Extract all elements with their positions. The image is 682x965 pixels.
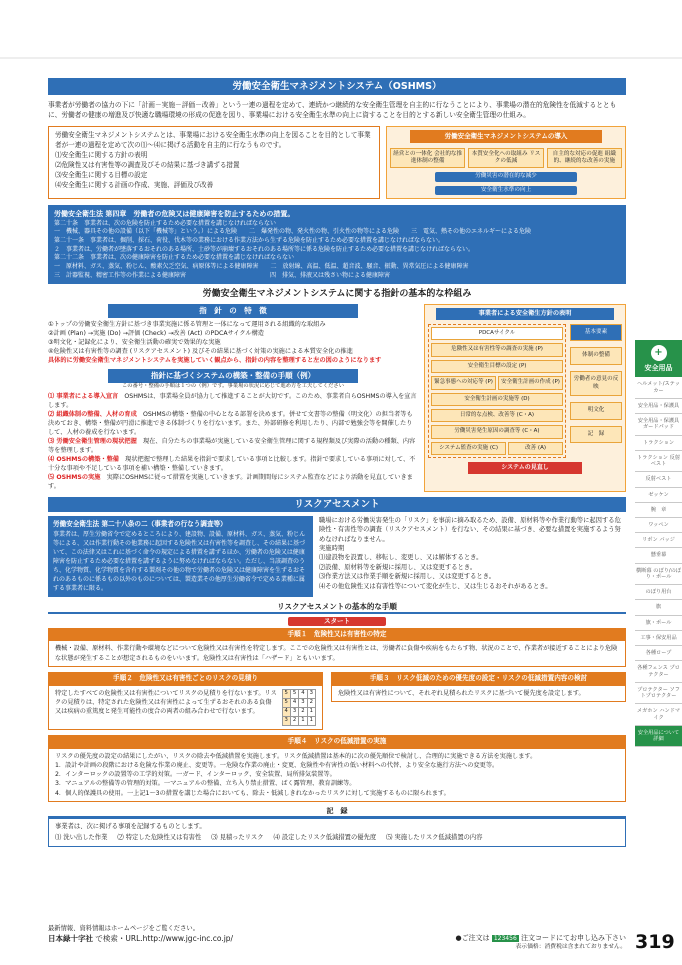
steps-list [48,393,418,492]
flow-side-box: 明文化 [570,402,622,420]
diagram-cell: 経営との一体化 会社的な推進体制の整備 [390,148,465,169]
step4-header: 手順４ リスクの低減措置の実施 [48,735,626,748]
law-line: 一 原材料、ガス、蒸気、粉じん、酸素欠乏空気、病原体等による健康障害 二 放射線、高温、低温、超音波、騒音、振動、異常気圧による健康障害 [54,263,469,271]
record-item: ⑷ 設定したリスク低減措置の優先度 [273,833,377,841]
law-box [48,205,626,284]
flow-box: 緊急事態への対応等 (P) [431,376,496,389]
record-item: ⑸ 実施したリスク低減措置の内容 [386,833,483,841]
steps-bar: 指針に基づくシステムの構築・整備の手順（例） [108,369,358,383]
record-item: ⑵ 特定した危険性又は有害性 [117,833,202,841]
record-box [48,818,626,846]
step-heading: ⑵ 組織体制の整備、人材の育成 [48,410,137,418]
page-title: 労働安全衛生マネジメントシステム（OSHMS） [48,78,626,95]
tab-banner[interactable]: 懸垂幕 [635,548,682,563]
record-item: ⑶ 見積ったリスク [211,833,264,841]
tab-flag-pole[interactable]: 旗・ポール [635,616,682,631]
step-heading: ⑸ OSHMSの実施 [48,473,101,481]
step-text: OSHMSは、事業場全員が協力して推進することが大切です。このため、事業者自らOSHMSの導入を宣言します。 [48,392,417,409]
framework-title: 労働安全衛生マネジメントシステムに関する指針の基本的な枠組み [202,289,472,300]
diagram-result: 労働災害の潜在的な減少 [435,172,577,182]
order-code-badge: 123456 [493,934,517,942]
definition-lead: 労働安全衛生マネジメントシステムとは、事業場における安全衛生水準の向上を図ることを目的として事業者が一連の過程を定めて次の⑴～⑷に掲げる活動を自主的に行なうものです。 [55,131,371,149]
step3-text: 危険性又は有害性について、それぞれ見積られたリスクに基づいて優先度を設定します。 [331,685,626,702]
order-text: 注文コードにてお申し込み下さい [521,933,626,942]
ra-law-box [48,516,313,597]
flow-side-box: 記 録 [570,426,622,444]
flow-box: 労働災害発生原因の調査等 (C・A) [431,425,563,438]
flow-side-column [570,324,622,458]
tab-nobori-stand[interactable]: のぼり用台 [635,585,682,600]
pdca-flow-diagram [424,304,626,492]
step-item [48,456,418,474]
header-decoration [0,0,682,60]
intro-text: 事業者が労働者の協力の下に「計画－実施－評価－改善」という一連の過程を定めて、連続かつ継続的な安全衛生管理を自主的に行なうことにより、事業場の潜在的危険性を低減するとともに、労働者の健康の増進及び快適な職場環境の形成の促進を図り、事業場における安全衛生水準の向上に資することを目的とする新しい安全衛生管理の仕組み。 [48,101,617,120]
ra-when-item: ⑵設備、原材料等を新規に採用し、又は変更するとき。 [319,563,477,571]
flow-box: 安全衛生計画の実施等 (D) [431,393,563,406]
ra-law-text: 事業者は、厚生労働省令で定めるところにより、建設物、設備、原材料、ガス、蒸気、粉じん等による、又は作業行動その他業務に起因する危険性又は有害性等を調査し、その結果に基づいて、この法律又はこれに基づく命令の規定による措置を講ずるほか、労働者の危険又は健康障害を防止するため必要な措置を講ずるように努めなければならない。ただし、当該調査のうち、化学物質、化学物質を含有する製剤その他の物で労働者の危険又は健康障害を生ずるおそれのあるものに係るもの以外のものについては、製造業その他厚生労働省令で定める業種に属する事業者に限る。 [53,530,306,592]
record-title: 記 録 [48,807,626,818]
tab-protector[interactable]: プロテクター ソフトプロテクター [635,683,682,704]
feature-item: ②計画 (Plan) →実施 (Do) →評価 (Check) →改善 (Act) のPDCAサイクル構造 [48,329,264,337]
footer-note: 最新情報、資料情報はホームページをご覧ください。 [48,925,199,932]
step1-text: 機械・設備、原材料、作業行動や環境などについて危険性又は有害性を特定します。ここでの危険性又は有害性とは、労働者に負傷や疾病をもたらす物、状況のことで、作業者が接近することにより危険な状態が発生することが想定されるものをいいます。危険性又は有害性は「ハザード」ともいいます。 [48,640,626,667]
flow-box: 危険性又は有害性等の調査の実施 (P) [431,343,563,356]
step3-header: 手順３ リスク低減のための優先度の設定・リスクの低減措置内容の検討 [331,672,626,685]
tab-flag[interactable]: 旗 [635,600,682,615]
step4-box [48,748,626,802]
definition-item: ⑵危険性又は有害性等の調査及びその結果に基づき講ずる措置 [55,160,240,169]
flow-side-box: 体制の整備 [570,347,622,365]
tab-construction[interactable]: 工事・保安用品 [635,631,682,646]
step-heading: ⑷ OSHMSの構築・整備 [48,455,119,463]
step-text: OSHMSの構築・整備の中心となる部署を決めます。併せて文書等の整備（明文化）の担当者等も決めておき、構築・整備が円滑に推進できる体制づくりを行ないます。また、外部研修を利用したり、内部で勉強会等を開催したりして、人材の養成を行ないます。 [48,410,413,436]
step2-block [48,672,323,730]
diagram-cell: 自主的な対応の促進 組織的、継続的な改善の実施 [547,148,622,169]
tab-rope[interactable]: 各種ロープ [635,646,682,661]
flow-box: 安全衛生計画の作成 (P) [498,376,563,389]
feature-item: ①トップの労働安全衛生方針に基づき事業実施に係る管理と一体になって運用される組織的な取組み [48,320,326,328]
step4-line: 2．インターロックの設置等の工学的対策。一ガード、インターロック、安全装置、局所排気装置等。 [55,771,336,779]
definition-item: ⑴安全衛生に関する方針の表明 [55,150,148,159]
step2-header: 手順２ 危険性又は有害性ごとのリスクの見積り [48,672,323,685]
step4-line: 4．個人的保護具の使用。一上記1～3の措置を講じた場合においても、除去・低減しきれなかったリスクに対して実施するものに限られます。 [55,789,450,797]
step-text: 現状把握で整理した結果を指針で要求している事項と比較します。指針で要求している事項に対して、不十分な事項や不足している事項を補い構築・整備していきます。 [48,455,416,472]
tab-traction[interactable]: トラクション [635,436,682,451]
step-item [48,474,418,492]
definition-box [48,126,380,199]
record-item: ⑴ 洗い出した作業 [55,833,108,841]
diagram-cell: 本質安全化への取組み リスクの低減 [468,148,543,169]
price-note: 表示価格：消費税は含まれておりません。 [515,943,626,950]
risk-matrix: 5 5 4 3 5 4 3 2 4 3 2 1 3 2 1 1 [282,689,317,726]
flow-pdca-label: PDCAサイクル [431,327,563,340]
step-text: 現在、自分たちの事業場が実施している安全衛生管理に関する規程類及び実際の活動の種類、内容等を整理します。 [48,437,416,454]
step4-line: 1．設計や計画の段階における危険な作業の廃止、変更等。一危険な作業の廃止・変更、危険性や有害性の低い材料への代替、より安全な施行方法への変更等。 [55,761,499,769]
tab-fence[interactable]: 各種フェンス プロテクター [635,661,682,682]
step1-header: 手順１ 危険性又は有害性の特定 [48,628,626,641]
flow-side-header: 基本要素 [570,324,622,342]
feature-item: ④危険性又は有害性等の調査 (リスクアセスメント) 及びその結果に基づく対策の実施による本質安全化の推進 [48,347,353,355]
ra-desc-text: 職場における労働災害発生の「リスク」を事前に摘み取るため、設備、原材料等や作業行動等に起因する危険性・有害性等の調査（リスクアセスメント）を行ない、その結果に基づき、必要な措置を実施するよう努めなければなりません。 [319,516,621,543]
main-content [48,78,626,847]
ra-law-title: 労働安全衛生法 第二十八条の二（事業者の行なう調査等） [53,519,227,528]
footer [48,925,626,951]
tab-protective[interactable]: 安全用品・保護具 [635,399,682,414]
tab-traction-vest[interactable]: トラクション 反射ベスト [635,451,682,472]
category-label: 安全用品 [644,364,673,372]
risk-assessment-title: リスクアセスメント [48,497,626,512]
flow-box: 日常的な点検、改善等 (C・A) [431,409,563,422]
tab-helmet[interactable]: ヘルメット/ステッカー [635,377,682,398]
page-number: 319 [635,931,675,953]
diagram-result: 安全衛生水準の向上 [435,186,577,196]
flow-pdca-column [428,324,566,458]
tab-guard[interactable]: 安全用品・保護具 ガードパッド [635,414,682,435]
law-title: 労働安全衛生法 第四章 労働者の危険又は健康障害を防止するための措置。 [54,210,295,219]
ra-when-item: ⑶作業方法又は作業手順を新規に採用し、又は変更するとき。 [319,573,496,581]
law-line: 第二十条 事業者は、次の危険を防止するため必要な措置を講じなければならない [54,219,277,227]
law-line: 第二十二条 事業者は、次の健康障害を防止するため必要な措置を講じなければならない [54,254,295,262]
tab-zekken[interactable]: ゼッケン [635,488,682,503]
flow-review-label: システムの見直し [468,462,582,474]
feature-item: ③明文化・記録化により、安全衛生活動の確実で効果的な実施 [48,338,221,346]
tab-patch[interactable]: ワッペン [635,518,682,533]
ra-description [319,516,626,597]
law-line: 第二十一条 事業者は、掘削、採石、荷役、伐木等の業務における作業方法から生ずる危険を防止するため必要な措置を講じなければならない。 [54,237,445,244]
diagram-header: 労働安全衛生マネジメントシステムの導入 [410,130,602,143]
definition-item: ⑷安全衛生に関する計画の作成、実施、評価及び改善 [55,180,214,189]
step-heading: ⑴ 事業者による導入宣言 [48,392,119,400]
step2-body [48,685,323,730]
tab-armband[interactable]: 腕 章 [635,503,682,518]
tab-safety-details[interactable]: 安全用品について詳細 [635,726,682,747]
definition-item: ⑶安全衛生に関する目標の設定 [55,170,148,179]
law-line: 三 計器監視、精密工作等の作業による健康障害 四 排気、排液又は残さい物による健康障害 [54,271,391,279]
category-header [635,340,682,377]
first-aid-icon: + [651,345,667,361]
record-lead: 事業者は、次に掲げる事項を記録するものとします。 [55,823,206,831]
step4-line: リスクの優先度の設定の結果にしたがい、リスクの除去や低減措置を実施します。リスク低減措置は基本的に次の優先順位で検討し、合理的に実施できる方法を実施します。 [55,752,537,760]
order-label: ●ご注文は [455,933,490,942]
step2-text: 特定したすべての危険性又は有害性についてリスクの見積りを行ないます。リスクの見積りは、特定された危険性又は有害性によって生ずるおそれのある負傷又は疾病の重篤度と発生可能性の度合の両者の組み合わせで行ないます。 [55,689,277,716]
law-line: ２ 事業者は、労働者が墜落するおそれのある場所、土砂等が崩壊するおそれのある場所等に係る危険を防止するため必要な措置を講じなければならない。 [54,245,475,253]
start-label: スタート [288,617,386,626]
features-note: 具体的に労働安全衛生マネジメントシステムを実施していく観点から、指針の内容を整理すると左の図のようになります [48,356,382,364]
step-text: 実際にOSHMSに従って措置を実施していきます。計画期間毎にシステム監査などにより活動を見直していきます。 [48,473,413,490]
flow-box: 安全衛生目標の設定 (P) [431,360,563,373]
brand-name: 日本緑十字社 [48,933,93,943]
step-item [48,411,418,438]
procedure-title: リスクアセスメントの基本的な手順 [48,602,626,614]
category-tabs [635,340,682,747]
ra-when-item: ⑷その他危険性又は有害性等について変化が生じ、又は生じるおそれがあるとき。 [319,582,552,590]
oshms-diagram [386,126,626,199]
flow-side-box: 労働者の意見の反映 [570,371,622,396]
footer-url[interactable]: で検索・URL.http://www.jgc-inc.co.jp/ [95,933,234,943]
steps-subnote: この番号・整備の手順は１つの（例）です。事業場の状況に応じて進め方を工夫してください [121,382,345,389]
step4-line: 3．マニュアルの整備等の管理的対策。一マニュアルの整備、立ち入り禁止措置、ばく露管理、教育訓練等。 [55,780,356,788]
flow-box: システム監査の実施 (C) [431,442,506,455]
flow-header: 事業者による安全衛生方針の表明 [436,308,614,320]
step-item [48,438,418,456]
law-line: 一 機械、器具その他の設備（以下「機械等」という。）による危険 二 爆発性の物、発火性の物、引火性の物等による危険 三 電気、熱その他のエネルギーによる危険 [54,228,532,236]
ra-when-title: 実施時期 [319,545,345,553]
features-bar: 指 針 の 特 徴 [108,304,358,318]
features-list [48,321,418,366]
ra-when-item: ⑴建設物を設置し、移転し、変更し、又は解体するとき。 [319,554,483,562]
step-item [48,393,418,411]
flow-box: 改善 (A) [508,442,563,455]
tab-vest[interactable]: 反射ベスト [635,472,682,487]
step-heading: ⑶ 労働安全衛生管理の現状把握 [48,437,137,445]
tab-ribbon[interactable]: リボン バッジ [635,533,682,548]
step3-block [331,672,626,730]
tab-megaphone[interactable]: メガホン ハンドマイク [635,704,682,725]
tab-horizontal-banner[interactable]: 横断幕 のぼり/のぼり・ポール [635,564,682,585]
